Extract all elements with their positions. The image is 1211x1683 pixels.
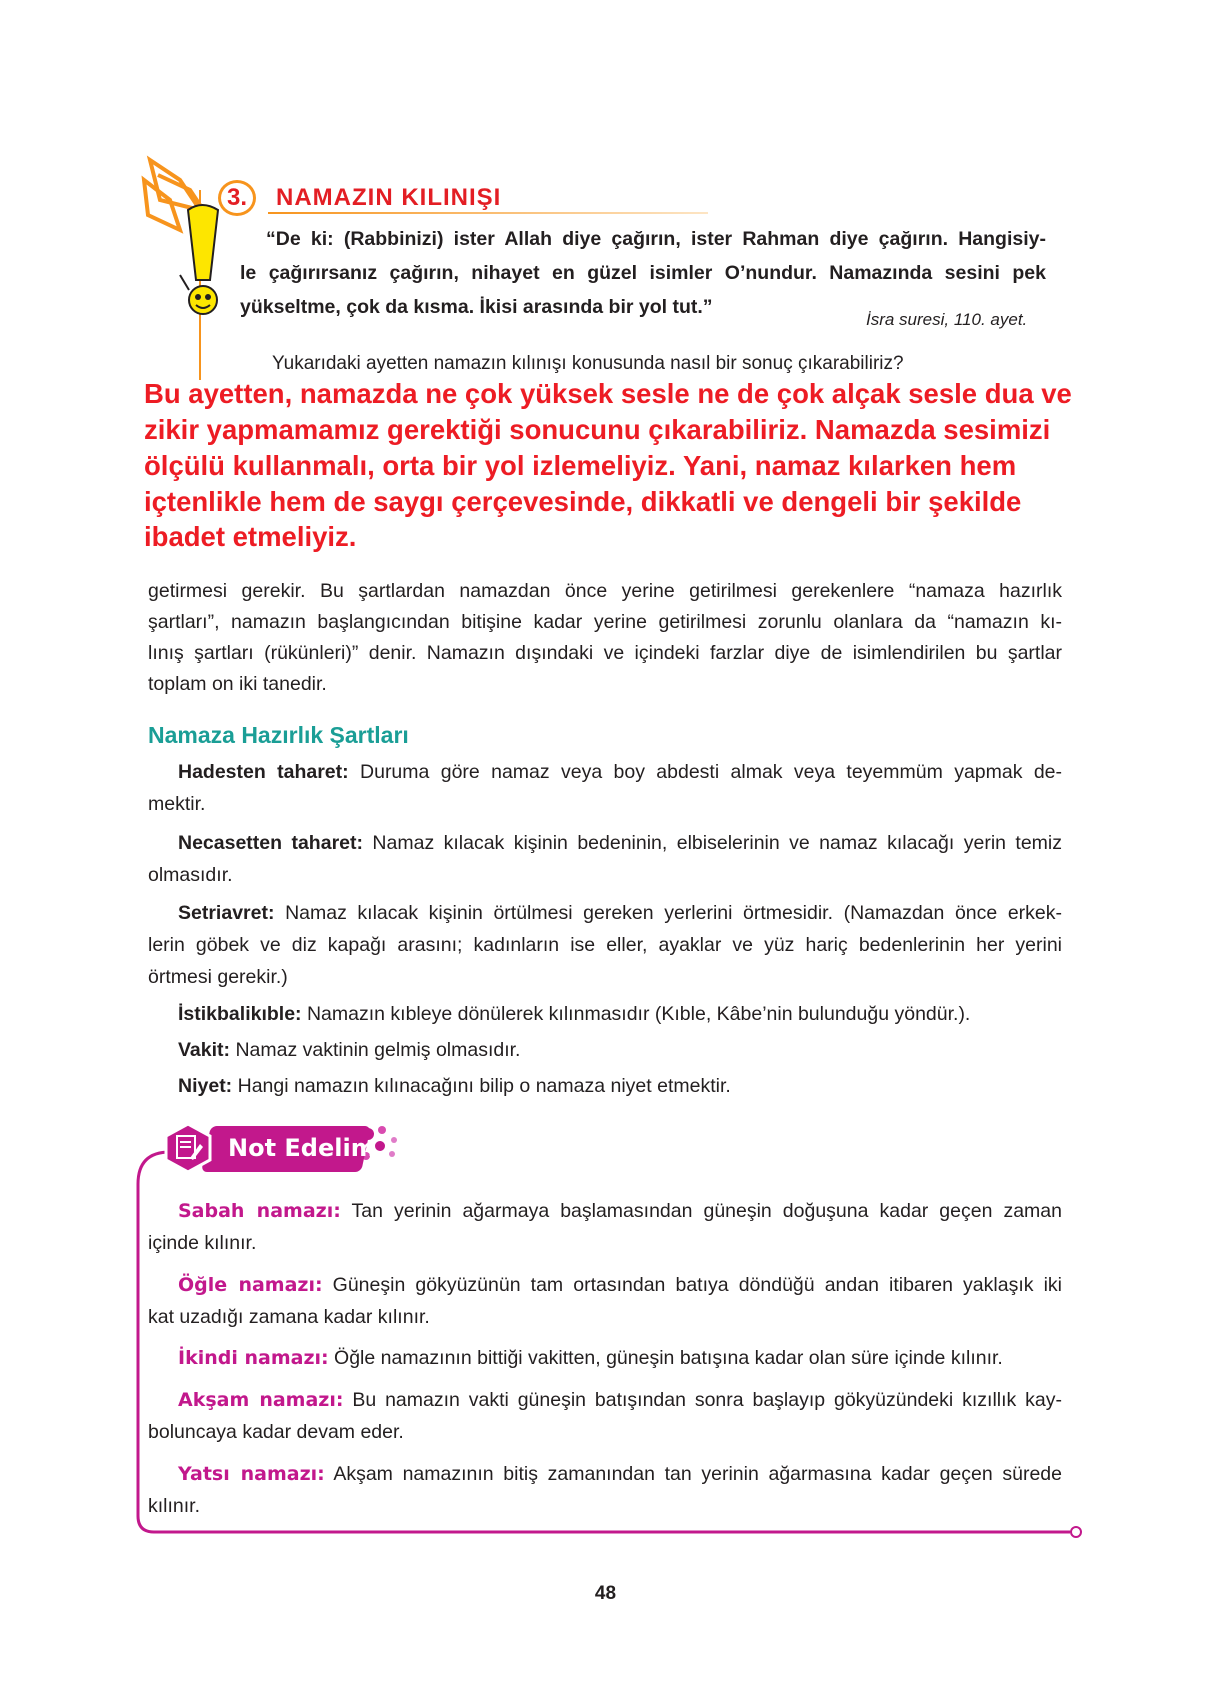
prep-item-necasetten bbox=[178, 832, 1062, 855]
note-term-label: Yatsı namazı: bbox=[178, 1463, 325, 1485]
prep-item-istikbal bbox=[178, 1003, 970, 1026]
prep-item-continuation: örtmesi gerekir.) bbox=[148, 966, 288, 988]
answer-line: içtenlikle hem de saygı çerçevesinde, dikkatli ve dengeli bir şekilde bbox=[144, 486, 1022, 517]
note-badge-label: Not Edelim bbox=[228, 1134, 376, 1162]
term-text: Duruma göre namaz veya boy abdesti almak veya teyemmüm yapmak de- bbox=[360, 761, 1063, 783]
prep-item-setriavret bbox=[178, 902, 1062, 925]
note-item-continuation: kat uzadığı zamana kadar kılınır. bbox=[148, 1306, 430, 1328]
page-number: 48 bbox=[594, 1583, 617, 1604]
prep-item-hadesten bbox=[178, 761, 1062, 784]
title-rule bbox=[268, 212, 708, 214]
prep-item-niyet bbox=[178, 1075, 731, 1098]
note-term-text: Tan yerinin ağarmaya başlamasından güneşin doğuşuna kadar geçen zaman bbox=[351, 1200, 1062, 1222]
note-term-label: İkindi namazı: bbox=[178, 1347, 329, 1369]
note-item-yatsi bbox=[178, 1463, 1062, 1486]
note-item-continuation: içinde kılınır. bbox=[148, 1232, 257, 1254]
answer-line: Bu ayetten, namazda ne çok yüksek sesle ne de çok alçak sesle dua ve bbox=[144, 378, 1072, 409]
section-title: NAMAZIN KILINIŞI bbox=[276, 184, 502, 211]
paragraph-line: getirmesi gerekir. Bu şartlardan namazdan önce yerine getirilmesi gerekenlere “namaza hazırlık bbox=[148, 580, 1062, 602]
note-pencil-icon bbox=[162, 1122, 214, 1174]
note-term-text: Güneşin gökyüzünün tam ortasından batıya döndüğü andan itibaren yaklaşık iki bbox=[332, 1274, 1062, 1296]
prep-item-continuation: mektir. bbox=[148, 793, 206, 815]
note-item-ogle bbox=[178, 1274, 1062, 1297]
term-label: Vakit: bbox=[178, 1039, 231, 1061]
note-frame bbox=[130, 1120, 1090, 1560]
term-text: Namazın kıbleye dönülerek kılınmasıdır (Kıble, Kâbe’nin bulunduğu yöndür.). bbox=[306, 1003, 971, 1025]
note-item-sabah bbox=[178, 1200, 1062, 1223]
prep-item-continuation: olmasıdır. bbox=[148, 864, 233, 886]
term-label: Necasetten taharet: bbox=[178, 832, 363, 854]
term-label: Niyet: bbox=[178, 1075, 233, 1097]
prep-item-vakit bbox=[178, 1039, 520, 1062]
note-term-text: Akşam namazının bitiş zamanından tan yerinin ağarmasına kadar geçen sürede bbox=[333, 1463, 1062, 1485]
answer-line: zikir yapmamamız gerektiği sonucunu çıkarabiliriz. Namazda sesimizi bbox=[144, 414, 1051, 445]
note-term-text: Bu namazın vakti güneşin batışından sonra başlayıp gökyüzündeki kızıllık kay- bbox=[352, 1389, 1062, 1411]
section-number: 3. bbox=[218, 180, 256, 216]
verse-line: yükseltme, çok da kısma. İkisi arasında bir yol tut.” bbox=[240, 296, 713, 318]
paragraph-line: lınış şartları (rükünleri)” denir. Namazın dışındaki ve içindeki farzlar diye de isimlendirilen bu şartlar bbox=[148, 642, 1062, 664]
verse-line: “De ki: (Rabbinizi) ister Allah diye çağırın, ister Rahman diye çağırın. Hangisiy- bbox=[266, 228, 1046, 250]
note-item-continuation: boluncaya kadar devam eder. bbox=[148, 1421, 404, 1443]
note-term-label: Akşam namazı: bbox=[178, 1389, 344, 1411]
question-text: Yukarıdaki ayetten namazın kılınışı konusunda nasıl bir sonuç çıkarabiliriz? bbox=[272, 353, 904, 374]
term-text: Namaz kılacak kişinin bedeninin, elbiselerinin ve namaz kılacağı yerin temiz bbox=[372, 832, 1063, 854]
term-text: Namaz kılacak kişinin örtülmesi gereken yerlerini örtmesidir. (Namazdan önce erkek- bbox=[285, 902, 1062, 924]
note-item-continuation: kılınır. bbox=[148, 1495, 201, 1517]
paragraph-line: şartları”, namazın başlangıcından bitişine kadar yerine getirilmesi zorunlu olanlara da “namazın kı- bbox=[148, 611, 1062, 633]
note-term-text: Öğle namazının bittiği vakitten, güneşin batışına kadar olan süre içinde kılınır. bbox=[334, 1347, 1003, 1369]
note-term-label: Sabah namazı: bbox=[178, 1200, 341, 1222]
prep-item-continuation: lerin göbek ve diz kapağı arasını; kadınların ise eller, ayaklar ve yüz hariç bedenlerinin her yerini bbox=[148, 934, 1062, 956]
note-item-aksam bbox=[178, 1389, 1062, 1412]
verse-source: İsra suresi, 110. ayet. bbox=[866, 310, 1028, 329]
term-label: İstikbalikıble: bbox=[178, 1003, 302, 1025]
term-label: Hadesten taharet: bbox=[178, 761, 349, 783]
term-label: Setriavret: bbox=[178, 902, 275, 924]
paragraph-line: toplam on iki tanedir. bbox=[148, 673, 327, 695]
note-term-label: Öğle namazı: bbox=[178, 1274, 323, 1296]
prep-heading: Namaza Hazırlık Şartları bbox=[148, 722, 409, 748]
term-text: Namaz vaktinin gelmiş olmasıdır. bbox=[235, 1039, 521, 1061]
verse-line: le çağırırsanız çağırın, nihayet en güzel isimler O’nundur. Namazında sesini pek bbox=[240, 262, 1046, 284]
note-item-ikindi bbox=[178, 1347, 1003, 1370]
answer-line: ibadet etmeliyiz. bbox=[144, 521, 357, 552]
answer-line: ölçülü kullanmalı, orta bir yol izlemeliyiz. Yani, namaz kılarken hem bbox=[144, 450, 1017, 481]
term-text: Hangi namazın kılınacağını bilip o namaza niyet etmektir. bbox=[237, 1075, 731, 1097]
